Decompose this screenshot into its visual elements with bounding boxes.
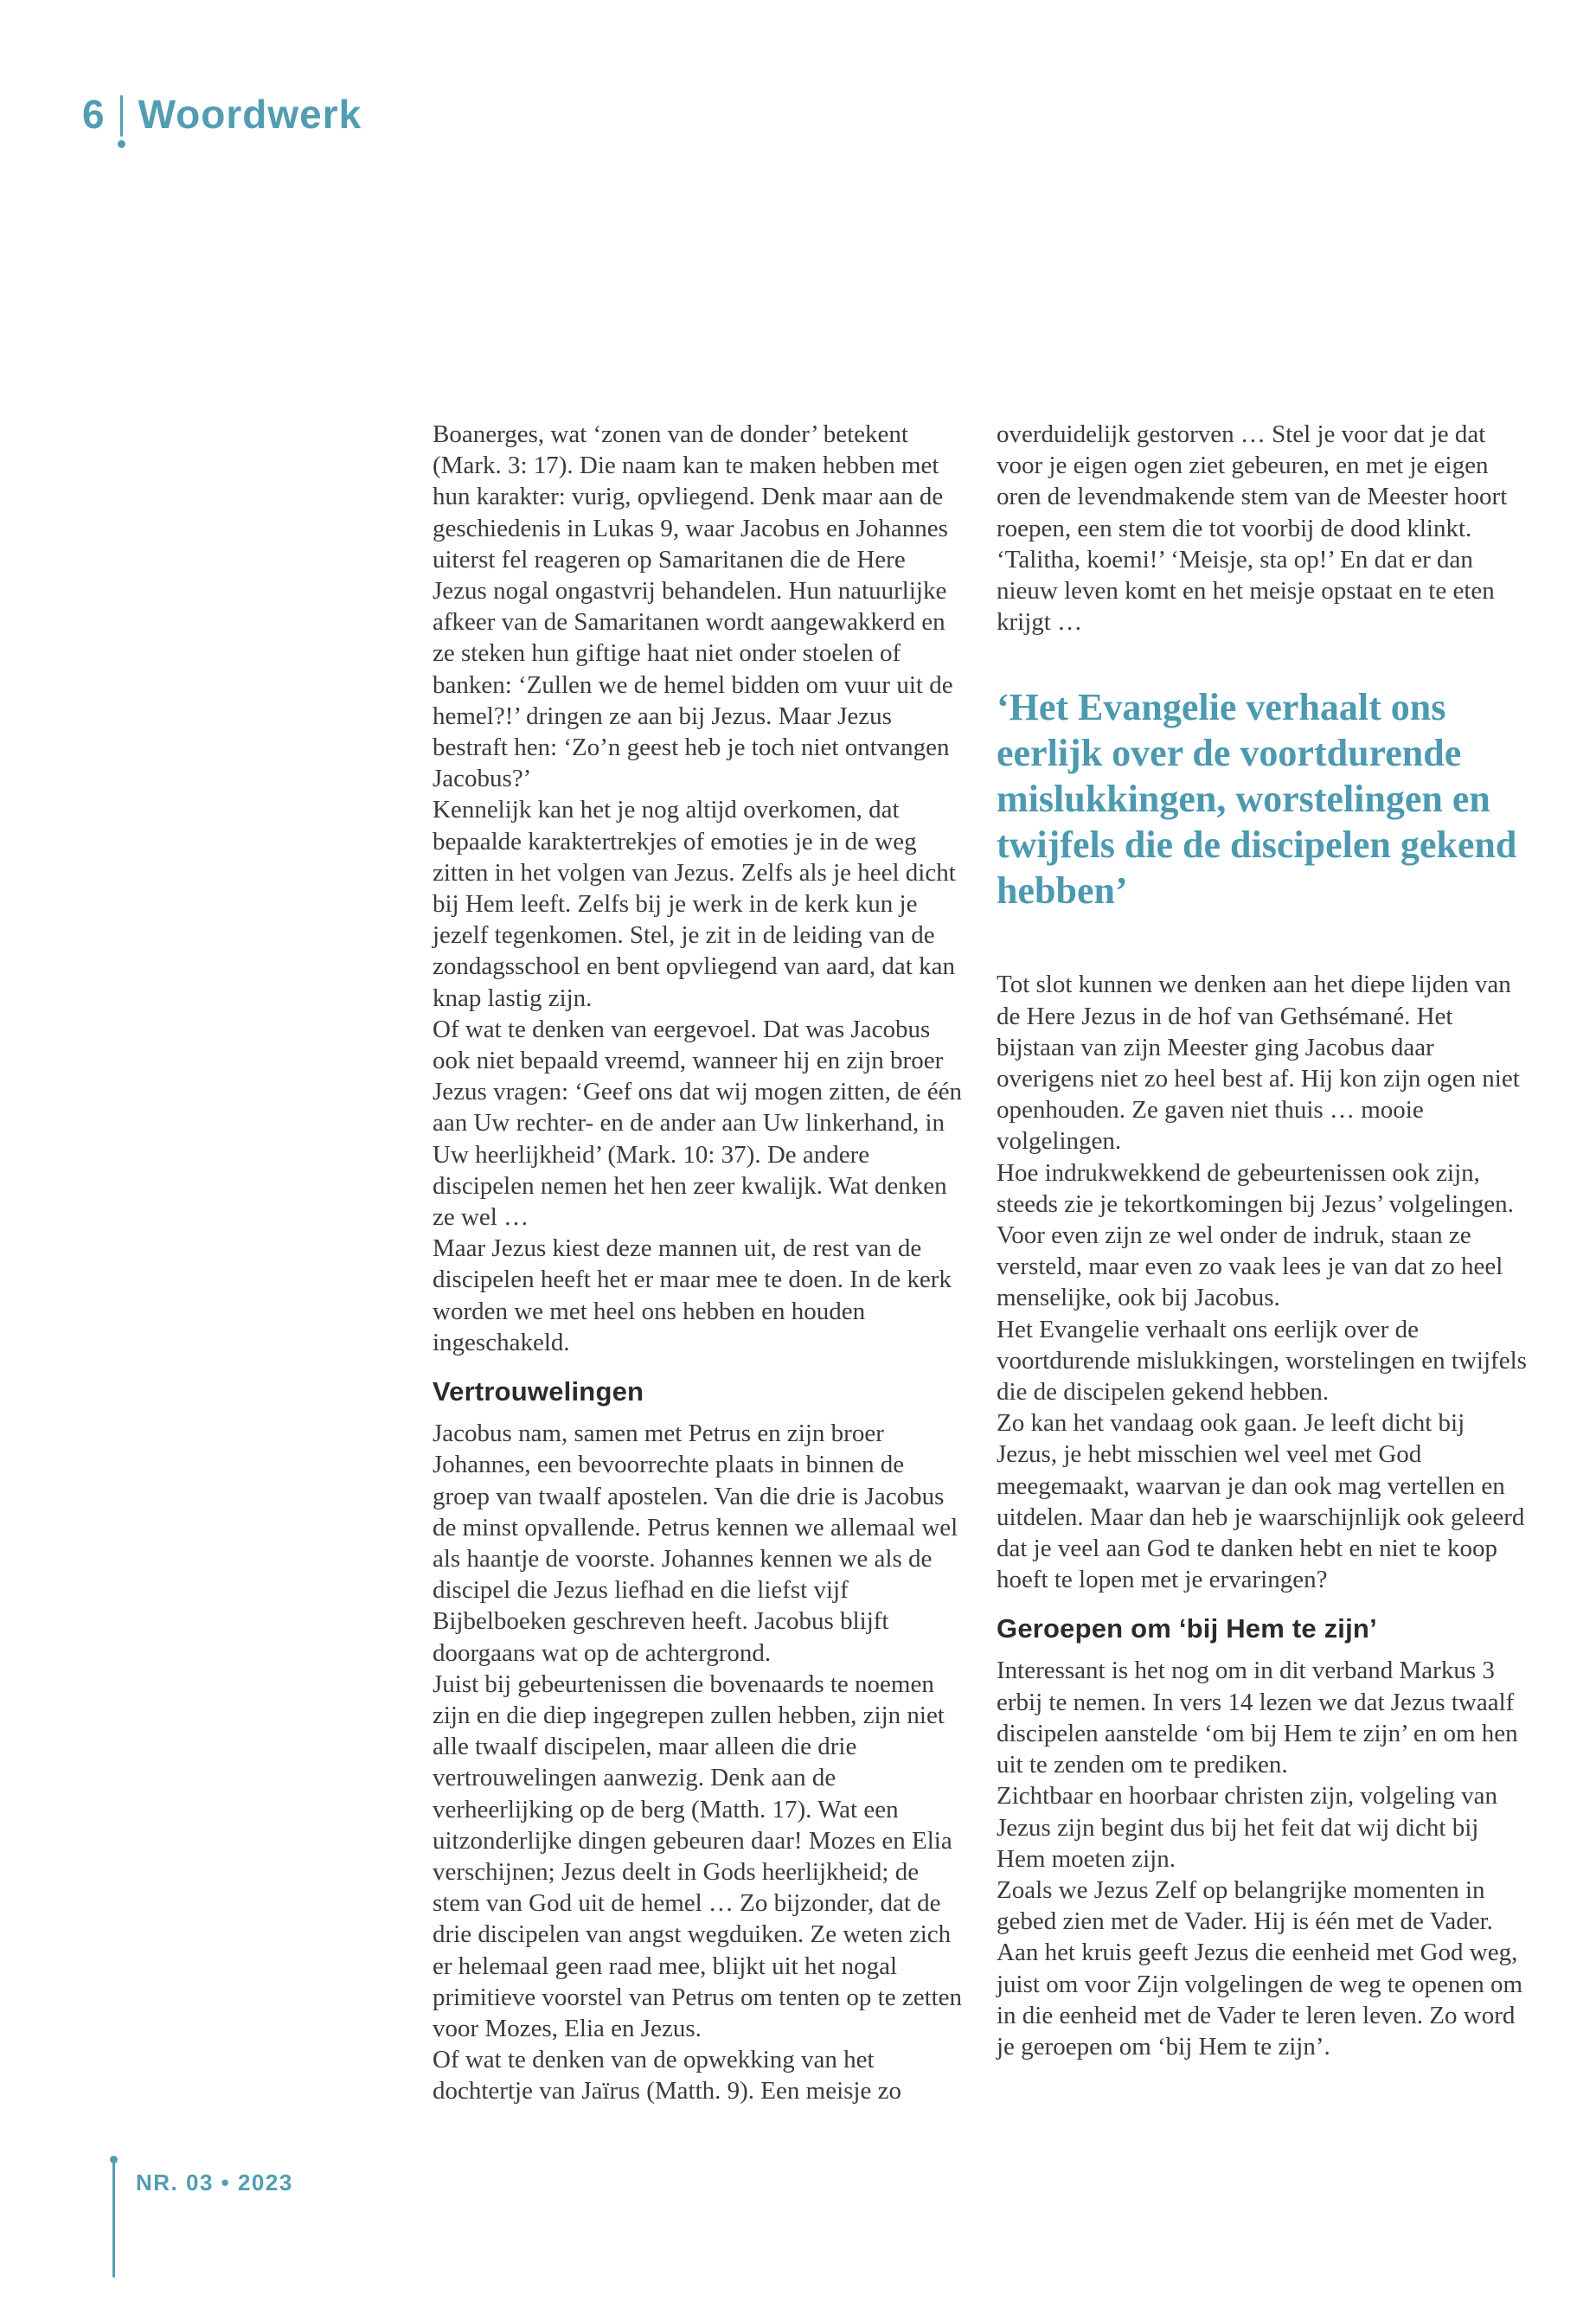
page-number: 6 (82, 92, 105, 137)
page-footer (110, 2156, 456, 2301)
page-header (82, 92, 362, 151)
body-paragraph: Jacobus nam, samen met Petrus en zijn broer Johannes, een bevoorrechte plaats in binnen de groep van twaalf apostelen. Van die drie is Jacobus de minst opvallende. Petrus kennen we allemaal wel als haantje de voorste. Johannes kennen we als de discipel die Jezus liefhad en die liefst vijf Bijbelboeken geschreven heeft. Jacobus blijft doorgaans wat op de achtergrond. (433, 1420, 958, 1667)
body-paragraph: Zichtbaar en hoorbaar christen zijn, volgeling van Jezus zijn begint dus bij het feit dat wij dicht bij Hem moeten zijn. (997, 1782, 1497, 1873)
header-separator (118, 92, 125, 151)
body-paragraph: Kennelijk kan het je nog altijd overkomen, dat bepaalde karaktertrekjes of emoties je in de weg zitten in het volgen van Jezus. Zelfs als je heel dicht bij Hem leeft. Zelfs bij je werk in de kerk kun je jezelf tegenkomen. Stel, je zit in de leiding van de zondagsschool en bent opvliegend van aard, dat kan knap lastig zijn. (433, 796, 956, 1012)
body-paragraph: Zoals we Jezus Zelf op belangrijke momenten in gebed zien met de Vader. Hij is één met de Vader. (997, 1875, 1493, 1936)
issue-label: NR. 03 • 2023 (136, 2170, 293, 2195)
left-column (433, 419, 964, 2107)
pull-quote: ‘Het Evangelie verhaalt ons eerlijk over de voortdurende mislukkingen, worstelingen en twijfels die de discipelen gekend hebben’ (997, 686, 1517, 913)
body-paragraph: Of wat te denken van eergevoel. Dat was Jacobus ook niet bepaald vreemd, wanneer hij en zijn broer Jezus vragen: ‘Geef ons dat wij mogen zitten, de één aan Uw rechter- en de ander aan Uw linkerhand, in Uw heerlijkheid’ (Mark. 10: 37). De andere discipelen nemen het hen zeer kwalijk. Wat denken ze wel … (433, 1015, 963, 1232)
body-paragraph: Aan het kruis geeft Jezus die eenheid met God weg, juist om voor Zijn volgelingen de weg te openen om in die eenheid met de Vader te leren leven. Zo word je geroepen om ‘bij Hem te zijn’. (997, 1939, 1523, 2061)
body-paragraph: Juist bij gebeurtenissen die bovenaards te noemen zijn en die diep ingegrepen zullen hebben, zijn niet alle twaalf discipelen, maar alleen die drie vertrouwelingen aanwezig. Denk aan de verheerlijking op de berg (Matth. 17). Wat een uitzonderlijke dingen gebeuren daar! Mozes en Elia verschijnen; Jezus deelt in Gods heerlijkheid; de stem van God uit de hemel … Zo bijzonder, dat de drie discipelen van angst wegduiken. Ze weten zich er helemaal geen raad mee, blijkt uit het nogal primitieve voorstel van Petrus om tenten op te zetten voor Mozes, Elia en Jezus. (433, 1670, 963, 2042)
subheading-vertrouwelingen: Vertrouwelingen (433, 1376, 644, 1407)
header-separator-line (120, 95, 123, 137)
right-column (997, 419, 1528, 2062)
body-paragraph: Hoe indrukwekkend de gebeurtenissen ook zijn, steeds zie je tekortkomingen bij Jezus’ volgelingen. Voor even zijn ze wel onder de indruk, staan ze versteld, maar even zo vaak lees je van dat zo heel menselijke, ook bij Jacobus. (997, 1158, 1514, 1312)
header-separator-dot-icon (118, 140, 125, 148)
body-paragraph: Het Evangelie verhaalt ons eerlijk over de voortdurende mislukkingen, worstelingen en twijfels die de discipelen gekend hebben. (997, 1315, 1527, 1407)
body-paragraph: Interessant is het nog om in dit verband Markus 3 erbij te nemen. In vers 14 lezen we dat Jezus twaalf discipelen aanstelde ‘om bij Hem te zijn’ en om hen uit te zenden om te prediken. (997, 1657, 1518, 1779)
body-paragraph: Zo kan het vandaag ook gaan. Je leeft dicht bij Jezus, je hebt misschien wel veel met God meegemaakt, waarvan je dan ook mag vertellen en uitdelen. Maar dan heb je waarschijnlijk ook geleerd dat je veel aan God te danken hebt en niet te koop hoeft te lopen met je ervaringen? (997, 1409, 1525, 1594)
body-paragraph: overduidelijk gestorven … Stel je voor dat je dat voor je eigen ogen ziet gebeuren, en met je eigen oren de levendmakende stem van de Meester hoort roepen, een stem die tot voorbij de dood klinkt. ‘Talitha, koemi!’ ‘Meisje, sta op!’ En dat er dan nieuw leven komt en het meisje opstaat en te eten krijgt … (997, 420, 1508, 637)
subheading-geroepen: Geroepen om ‘bij Hem te zijn’ (997, 1613, 1377, 1644)
body-paragraph: Boanerges, wat ‘zonen van de donder’ betekent (Mark. 3: 17). Die naam kan te maken hebben met hun karakter: vurig, opvliegend. Denk maar aan de geschiedenis in Lukas 9, waar Jacobus en Johannes uiterst fel reageren op Samaritanen die de Here Jezus nogal ongastvrij behandelen. Hun natuurlijke afkeer van de Samaritanen wordt aangewakkerd en ze steken hun giftige haat niet onder stoelen of banken: ‘Zullen we de hemel bidden om vuur uit de hemel?!’ dringen ze aan bij Jezus. Maar Jezus bestraft hen: ‘Zo’n geest heb je toch niet ontvangen Jacobus?’ (433, 420, 953, 793)
body-paragraph: Of wat te denken van de opwekking van het dochtertje van Jaïrus (Matth. 9). Een meisje zo (433, 2046, 901, 2106)
footer-line (112, 2161, 115, 2278)
section-title: Woordwerk (138, 92, 362, 137)
body-paragraph: Maar Jezus kiest deze mannen uit, de rest van de discipelen heeft het er maar mee te doen. In de kerk worden we met heel ons hebben en houden ingeschakeld. (433, 1234, 952, 1356)
body-paragraph: Tot slot kunnen we denken aan het diepe lijden van de Here Jezus in de hof van Gethsémané. Het bijstaan van zijn Meester ging Jacobus daar overigens niet zo heel best af. Hij kon zijn ogen niet openhouden. Ze gaven niet thuis … mooie volgelingen. (997, 971, 1520, 1156)
